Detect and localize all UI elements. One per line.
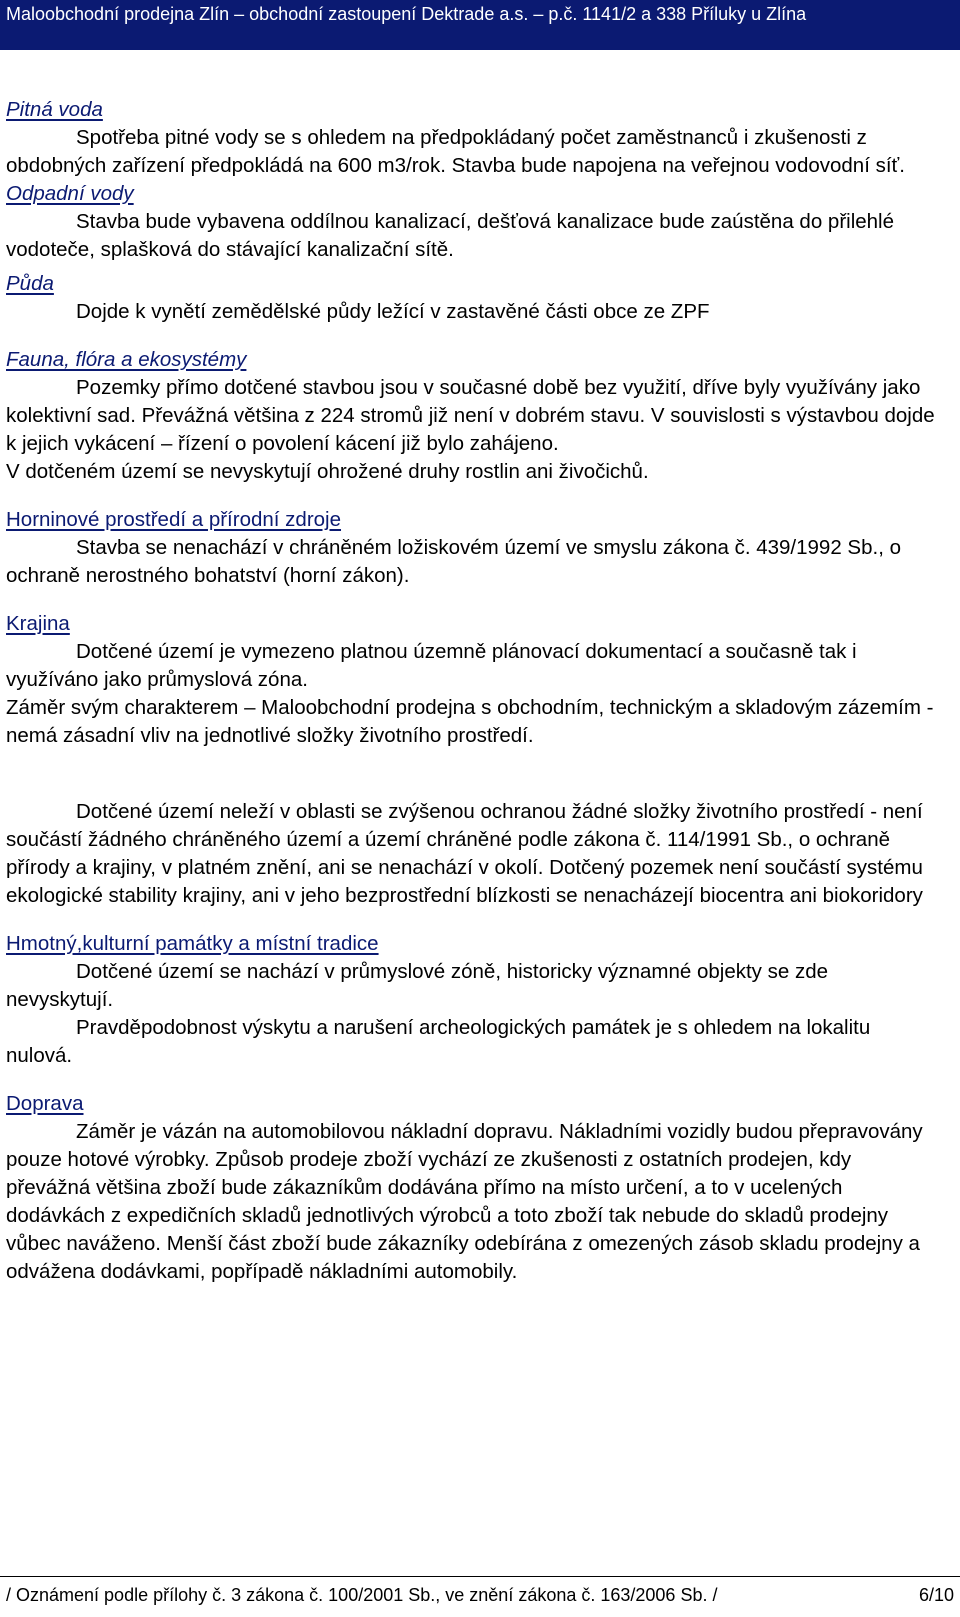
page-footer xyxy=(0,1576,960,1617)
paragraph-odpadni-vody: Stavba bude vybavena oddílnou kanalizací, dešťová kanalizace bude zaústěna do přilehlé vodoteče, splašková do stávající kanalizační sítě. xyxy=(6,210,895,261)
paragraph-krajina-2: Záměr svým charakterem – Maloobchodní prodejna s obchodním, technickým a skladovým zázemím - nemá zásadní vliv na jednotlivé složky životního prostředí. xyxy=(6,696,934,747)
heading-hmotny: Hmotný,kulturní památky a místní tradice xyxy=(6,932,379,955)
paragraph-fauna-2: V dotčeném území se nevyskytují ohrožené druhy rostlin ani živočichů. xyxy=(6,460,649,483)
heading-krajina: Krajina xyxy=(6,612,70,635)
paragraph-hmotny-2: Pravděpodobnost výskytu a narušení archeologických památek je s ohledem na lokalitu nulová. xyxy=(6,1016,871,1067)
heading-horninove: Horninové prostředí a přírodní zdroje xyxy=(6,508,342,531)
heading-pitna-voda: Pitná voda xyxy=(6,98,103,121)
paragraph-krajina-1: Dotčené území je vymezeno platnou územně plánovací dokumentací a současně tak i využíváno jako průmyslová zóna. xyxy=(6,640,857,691)
paragraph-doprava: Záměr je vázán na automobilovou nákladní dopravu. Nákladními vozidly budou přepravovány pouze hotové výrobky. Způsob prodeje zboží vychází ze zkušenosti z ostatních prodejen, kdy převážná většina zboží bude zákazníkům dodávána přímo na místo určení, a to v ucelených dodávkách z expedičních skladů jednotlivých výrobců a toto zboží tak nebude do skladů prodejny vůbec naváženo. Menší část zboží bude zákazníky odebírána z omezených zásob skladu prodejny a odvážena dodávkami, popřípadě nákladními automobily. xyxy=(6,1120,923,1283)
paragraph-hmotny-1: Dotčené území se nachází v průmyslové zóně, historicky významné objekty se zde nevyskytují. xyxy=(6,960,829,1011)
heading-fauna: Fauna, flóra a ekosystémy xyxy=(6,348,247,371)
heading-puda: Půda xyxy=(6,272,54,295)
header-title: Maloobchodní prodejna Zlín – obchodní zastoupení Dektrade a.s. – p.č. 1141/2 a 338 Příluky u Zlína xyxy=(6,4,807,24)
paragraph-puda: Dojde k vynětí zemědělské půdy ležící v zastavěné části obce ze ZPF xyxy=(76,300,710,323)
footer-citation: / Oznámení podle přílohy č. 3 zákona č. 100/2001 Sb., ve znění zákona č. 163/2006 Sb. / xyxy=(6,1585,718,1605)
page-header xyxy=(0,0,960,50)
heading-doprava: Doprava xyxy=(6,1092,84,1115)
paragraph-krajina-3: Dotčené území neleží v oblasti se zvýšenou ochranou žádné složky životního prostředí - není součástí žádného chráněného území a území chráněné podle zákona č. 114/1991 Sb., o ochraně přírody a krajiny, v platném znění, ani se nenachází v okolí. Dotčený pozemek není součástí systému ekologické stability krajiny, ani v jeho bezprostřední blízkosti se nenacházejí biocentra ani biokoridory xyxy=(6,800,923,907)
paragraph-pitna-voda: Spotřeba pitné vody se s ohledem na předpokládaný počet zaměstnanců i zkušenosti z obdobných zařízení předpokládá na 600 m3/rok. Stavba bude napojena na veřejnou vodovodní síť. xyxy=(6,126,905,177)
page-number: 6/10 xyxy=(918,1585,954,1605)
paragraph-fauna-1: Pozemky přímo dotčené stavbou jsou v současné době bez využití, dříve byly využívány jako kolektivní sad. Převážná většina z 224 stromů již není v dobrém stavu. V souvislosti s výstavbou dojde k jejich vykácení – řízení o povolení kácení již bylo zahájeno. xyxy=(6,376,935,455)
paragraph-horninove: Stavba se nenachází v chráněném ložiskovém území ve smyslu zákona č. 439/1992 Sb., o ochraně nerostného bohatství (horní zákon). xyxy=(6,536,901,587)
document-body xyxy=(6,96,936,1286)
heading-odpadni-vody: Odpadní vody xyxy=(6,182,134,205)
